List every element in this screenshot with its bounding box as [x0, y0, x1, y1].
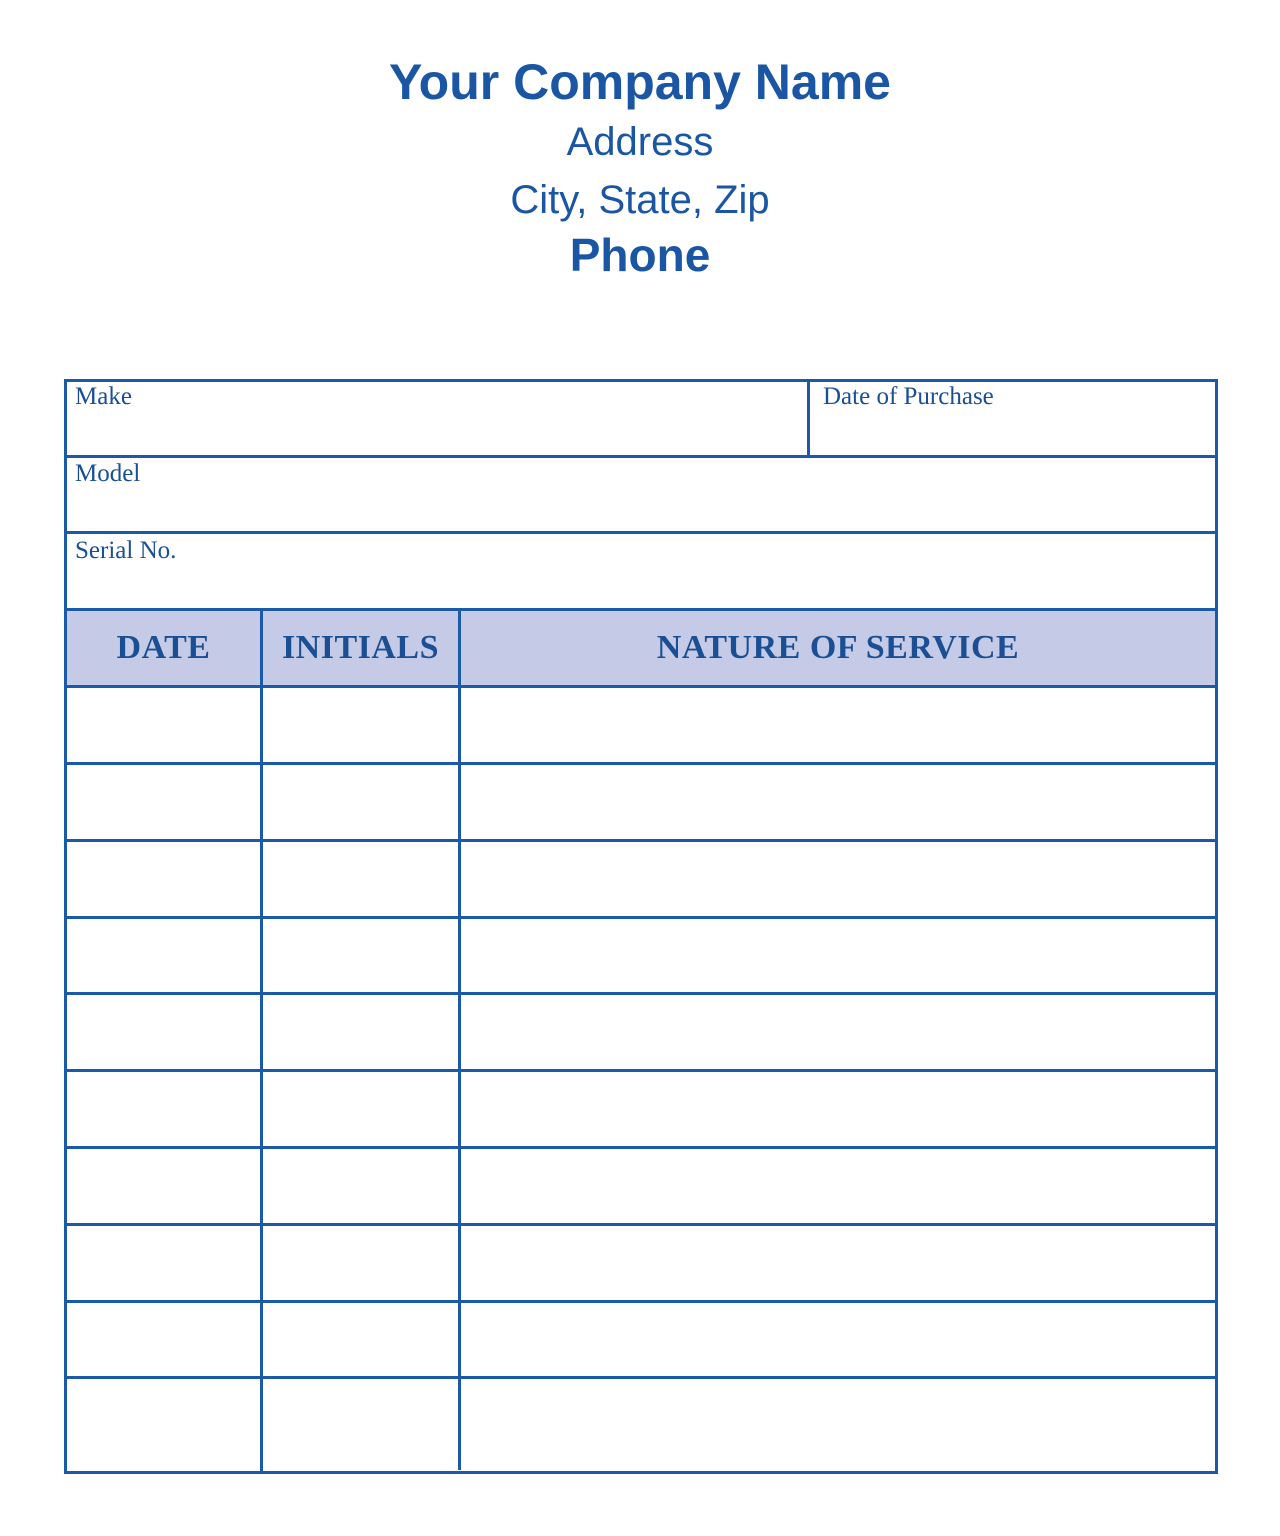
column-header-date: DATE: [116, 629, 211, 666]
date-cell[interactable]: [67, 995, 260, 1069]
column-header-initials: INITIALS: [281, 629, 440, 666]
serial-no-label: Serial No.: [75, 537, 177, 564]
nature-of-service-cell[interactable]: [461, 1303, 1215, 1376]
nature-of-service-cell[interactable]: [461, 995, 1215, 1069]
nature-of-service-cell[interactable]: [461, 1379, 1215, 1471]
nature-of-service-cell[interactable]: [461, 919, 1215, 992]
company-phone: Phone: [569, 229, 711, 281]
date-cell[interactable]: [67, 1303, 260, 1376]
initials-cell[interactable]: [263, 842, 458, 916]
column-header-nature-of-service: NATURE OF SERVICE: [656, 629, 1020, 666]
date-cell[interactable]: [67, 842, 260, 916]
initials-cell[interactable]: [263, 1226, 458, 1300]
model-label: Model: [75, 460, 141, 487]
date-cell[interactable]: [67, 765, 260, 839]
nature-of-service-cell[interactable]: [461, 1149, 1215, 1223]
company-name: Your Company Name: [389, 54, 891, 110]
nature-of-service-cell[interactable]: [461, 688, 1215, 762]
date-of-purchase-field[interactable]: [810, 382, 1215, 455]
nature-of-service-cell[interactable]: [461, 765, 1215, 839]
initials-cell[interactable]: [263, 919, 458, 992]
make-label: Make: [75, 383, 132, 410]
initials-cell[interactable]: [263, 1149, 458, 1223]
initials-cell[interactable]: [263, 1072, 458, 1146]
date-cell[interactable]: [67, 1072, 260, 1146]
date-cell[interactable]: [67, 688, 260, 762]
initials-cell[interactable]: [263, 1303, 458, 1376]
model-field[interactable]: [67, 458, 1215, 531]
initials-cell[interactable]: [263, 688, 458, 762]
date-cell[interactable]: [67, 919, 260, 992]
nature-of-service-cell[interactable]: [461, 842, 1215, 916]
date-cell[interactable]: [67, 1149, 260, 1223]
nature-of-service-cell[interactable]: [461, 1072, 1215, 1146]
service-record-form: [64, 379, 1218, 1474]
initials-cell[interactable]: [263, 1379, 458, 1471]
date-cell[interactable]: [67, 1379, 260, 1471]
initials-cell[interactable]: [263, 765, 458, 839]
nature-of-service-cell[interactable]: [461, 1226, 1215, 1300]
date-of-purchase-label: Date of Purchase: [823, 383, 994, 410]
make-field[interactable]: [67, 382, 807, 455]
initials-cell[interactable]: [263, 995, 458, 1069]
date-cell[interactable]: [67, 1226, 260, 1300]
serial-no-field[interactable]: [67, 534, 1215, 608]
company-address: Address: [566, 120, 714, 164]
company-city-state-zip: City, State, Zip: [510, 178, 770, 222]
